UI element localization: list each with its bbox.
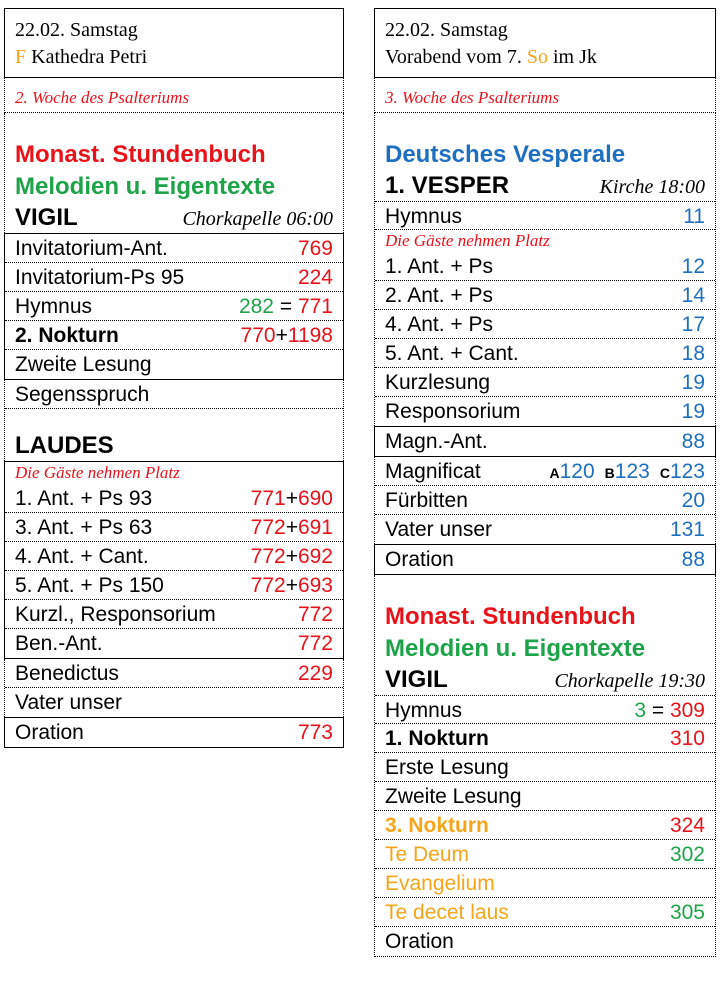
left-books-block (4, 113, 344, 233)
left-column (4, 8, 344, 748)
list-item: Vater unser 131 (385, 518, 705, 541)
list-item: Erste Lesung (375, 753, 715, 782)
list-item: 2. Nokturn 770+1198 (5, 321, 343, 350)
list-item: Te Deum 302 (375, 840, 715, 869)
right-oration-box (374, 544, 716, 575)
list-item: Hymnus 3 = 309 (375, 695, 715, 724)
list-item: Hymnus 11 (375, 201, 715, 230)
list-item: 5. Ant. + Ps 150 772+693 (5, 571, 343, 600)
right-book-subtitle: Melodien u. Eigentexte (385, 635, 646, 662)
right-vigil-place: Chorkapelle 19:30 (554, 670, 705, 692)
right-magnificat-block (374, 457, 716, 544)
left-laudes-heading (5, 431, 343, 461)
list-item: Te decet laus 305 (375, 898, 715, 927)
left-oration-box (4, 717, 344, 748)
list-item: Invitatorium-Ps 95 224 (5, 263, 343, 292)
left-book-subtitle: Melodien u. Eigentexte (15, 173, 276, 200)
left-rank-letter: F (15, 46, 27, 68)
left-feast-line (15, 44, 333, 71)
right-rank-letter: So (526, 46, 548, 68)
list-item: 1. Ant. + Ps 12 (375, 252, 715, 281)
list-item: Kurzl., Responsorium 772 (5, 600, 343, 629)
right-week-box (374, 78, 716, 113)
list-item: Evangelium (375, 869, 715, 898)
left-vigil-list (4, 233, 344, 380)
left-date: 22.02. Samstag (15, 19, 138, 41)
list-item: 1. Nokturn 310 (375, 724, 715, 753)
left-vigil-title: VIGIL (15, 204, 78, 231)
left-laudes-note: Die Gäste nehmen Platz (15, 463, 180, 482)
left-laudes-list (4, 461, 344, 659)
left-book-title: Monast. Stundenbuch (15, 141, 266, 168)
right-vigil-title: VIGIL (385, 666, 448, 693)
list-item: 1. Ant. + Ps 93 771+690 (5, 484, 343, 513)
list-item: 4. Ant. + Ps 17 (375, 310, 715, 339)
right-vigil-heading (375, 665, 715, 695)
list-item: Magn.-Ant. 88 (385, 430, 705, 453)
left-psalter-week: 2. Woche des Psalteriums (15, 88, 190, 107)
left-laudes-title: LAUDES (15, 432, 114, 459)
right-vesper-note: Die Gäste nehmen Platz (385, 231, 550, 250)
list-item: Benedictus 229 (5, 659, 343, 688)
right-magn-ant-box (374, 426, 716, 457)
list-item: Invitatorium-Ant. 769 (5, 234, 343, 263)
left-day-header (4, 8, 344, 78)
left-laudes-mid (4, 659, 344, 717)
list-item: Zweite Lesung (15, 353, 152, 376)
right-vesper-heading (375, 171, 715, 201)
list-item: 3. Ant. + Ps 63 772+691 (5, 513, 343, 542)
right-vesperale-title: Deutsches Vesperale (385, 141, 626, 168)
list-item: Segensspruch (5, 380, 343, 409)
list-item: 2. Ant. + Ps 14 (375, 281, 715, 310)
left-vigil-place: Chorkapelle 06:00 (182, 208, 333, 230)
list-item: Kurzlesung 19 (375, 368, 715, 397)
right-date: 22.02. Samstag (385, 19, 508, 41)
list-item: Oration 773 (15, 721, 333, 744)
list-item: Hymnus 282 = 771 (5, 292, 343, 321)
list-item: Magnificat A120 B123 C123 (375, 457, 715, 486)
list-item: Fürbitten 20 (375, 486, 715, 515)
list-item: Zweite Lesung (375, 782, 715, 811)
list-item: Ben.-Ant. 772 (15, 632, 333, 655)
left-segensspruch-block (4, 380, 344, 461)
right-vesper-block (374, 113, 716, 426)
list-item: 4. Ant. + Cant. 772+692 (5, 542, 343, 571)
list-item: 3. Nokturn 324 (375, 811, 715, 840)
left-vigil-heading (15, 203, 343, 233)
right-vesper-place: Kirche 18:00 (599, 176, 705, 198)
right-day-header (374, 8, 716, 78)
left-week-box (4, 78, 344, 113)
list-item: Vater unser (15, 691, 122, 714)
right-book-title: Monast. Stundenbuch (385, 603, 636, 630)
right-vesper-title: 1. VESPER (385, 172, 510, 199)
right-feast-line: Vorabend vom 7. So im Jk (385, 46, 597, 68)
right-psalter-week: 3. Woche des Psalteriums (385, 88, 560, 107)
left-feast-name: Kathedra Petri (31, 46, 148, 68)
list-item: Responsorium 19 (385, 400, 705, 423)
list-item: Oration 88 (385, 548, 705, 571)
list-item: 5. Ant. + Cant. 18 (375, 339, 715, 368)
right-column (374, 8, 716, 957)
list-item: Oration (385, 930, 454, 953)
right-vigil-block (374, 575, 716, 957)
